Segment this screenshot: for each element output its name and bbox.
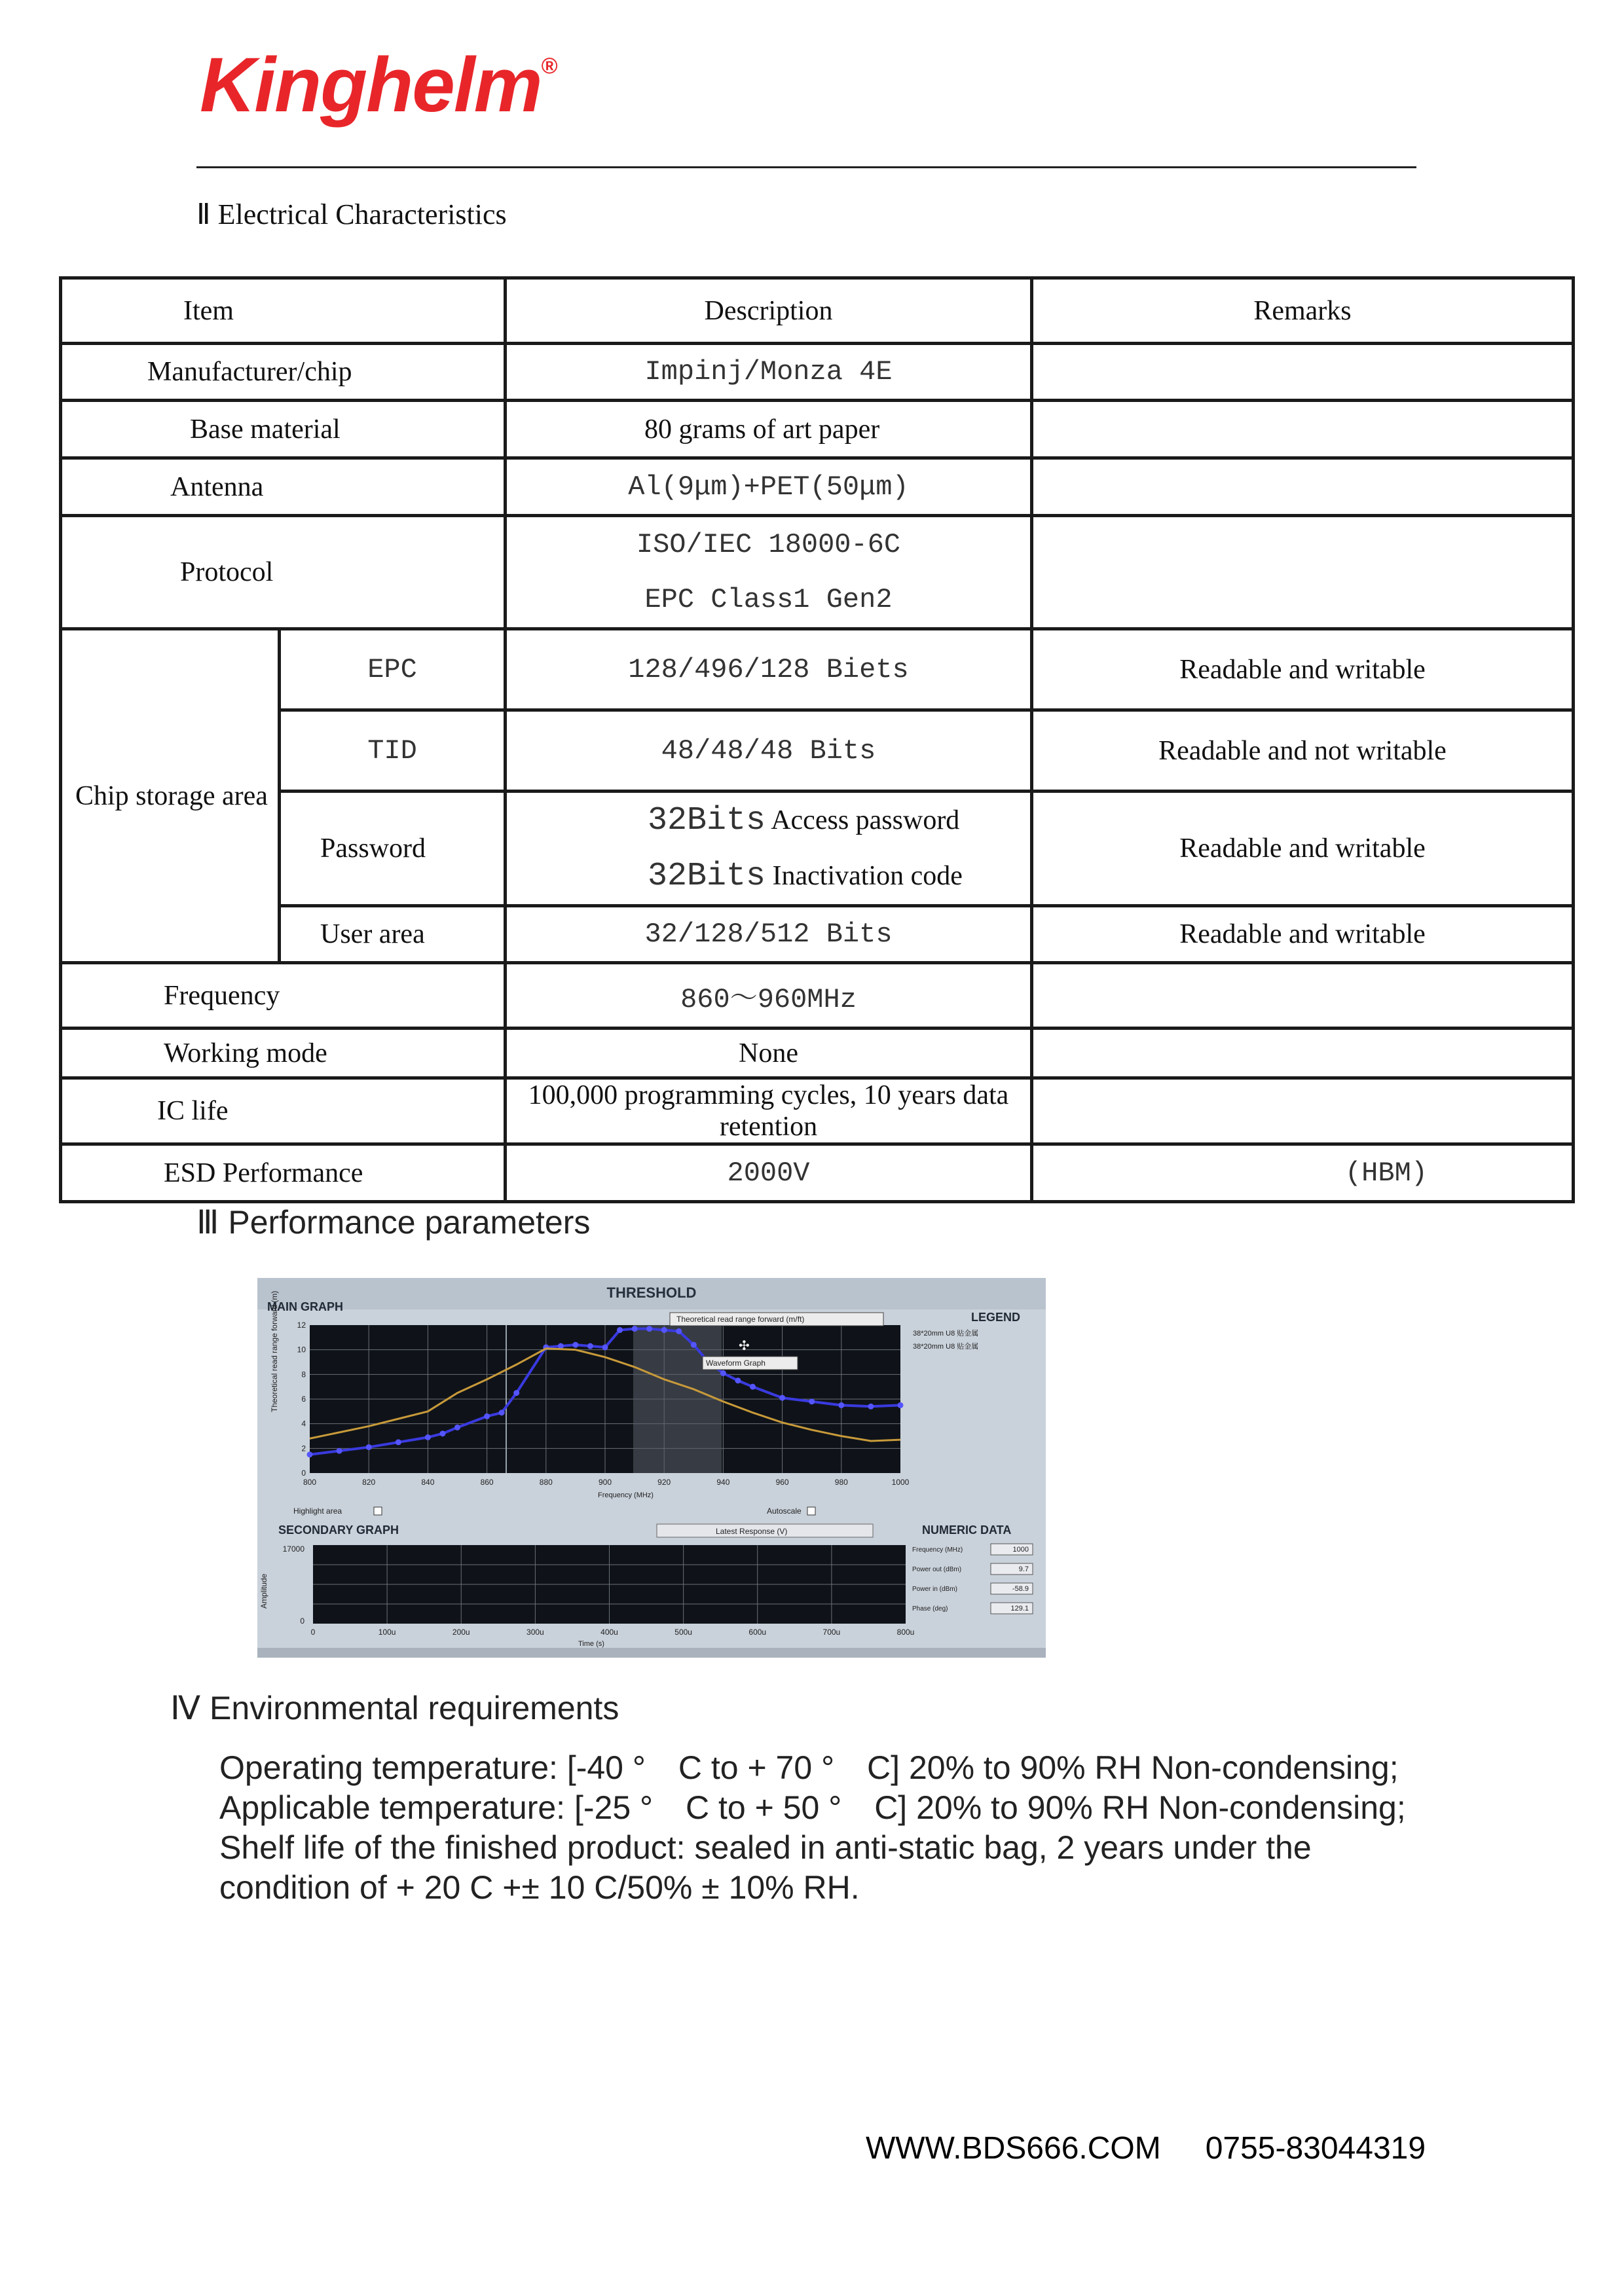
epc-value: 128/496/128 Biets [506, 629, 1032, 710]
manufacturer-value: Impinj/Monza 4E [506, 344, 1032, 401]
secondary-graph-label: SECONDARY GRAPH [278, 1523, 399, 1537]
sec-x-tick-label: 800u [896, 1628, 915, 1637]
numeric-field-label: Phase (deg) [912, 1605, 948, 1613]
tid-value: 48/48/48 Bits [506, 710, 1032, 792]
y-tick-label: 8 [301, 1370, 306, 1379]
data-point [396, 1439, 401, 1445]
protocol-line-1: ISO/IEC 18000-6C [636, 529, 901, 560]
y-tick-label: 2 [301, 1444, 306, 1453]
latest-response-label: Latest Response (V) [716, 1527, 788, 1536]
sec-x-tick-label: 100u [378, 1628, 396, 1637]
highlight-area-label: Highlight area [293, 1506, 342, 1516]
data-point [632, 1326, 638, 1332]
tid-label: TID [280, 710, 506, 792]
kinghelm-logo: Kinghelm® [200, 42, 557, 128]
operating-temperature: Operating temperature: [-40 ° C to + 70 ° C] 20% to 90% RH Non-condensing; [219, 1749, 1399, 1786]
threshold-title: THRESHOLD [606, 1285, 697, 1301]
sec-x-tick-label: 0 [310, 1628, 316, 1637]
antenna-remarks [1032, 458, 1574, 516]
working-mode-value: None [506, 1029, 1032, 1078]
table-row [61, 401, 1574, 458]
y-tick-label: 4 [301, 1419, 306, 1429]
performance-graph-screenshot [257, 1278, 1046, 1658]
numeric-data-label: NUMERIC DATA [922, 1523, 1012, 1537]
frequency-value: 860～960MHz [506, 963, 1032, 1029]
x-tick-label: 940 [716, 1478, 730, 1487]
x-tick-label: 980 [834, 1478, 848, 1487]
sec-x-tick-label: 700u [822, 1628, 841, 1637]
numeric-field-value: -58.9 [1012, 1585, 1029, 1593]
data-point [337, 1448, 342, 1454]
ic-life-label: IC life [61, 1078, 506, 1144]
numeric-field-label: Power out (dBm) [912, 1566, 962, 1573]
sec-x-tick-label: 300u [526, 1628, 544, 1637]
data-point [513, 1390, 519, 1396]
antenna-value: Al(9μm)+PET(50μm) [506, 458, 1032, 516]
x-tick-label: 800 [303, 1478, 317, 1487]
data-point [307, 1451, 313, 1457]
x-tick-label: 920 [657, 1478, 671, 1487]
x-tick-label: 880 [539, 1478, 553, 1487]
data-point [454, 1425, 460, 1430]
frequency-label: Frequency [61, 963, 506, 1029]
data-point [646, 1326, 652, 1332]
protocol-value [506, 516, 1032, 629]
sec-y-tick: 17000 [282, 1544, 304, 1554]
data-point [779, 1395, 785, 1401]
password-label: Password [280, 792, 506, 906]
ic-life-value: 100,000 programming cycles, 10 years data retention [506, 1078, 1032, 1144]
table-row [61, 963, 1574, 1029]
x-tick-label: 860 [480, 1478, 494, 1487]
base-material-value: 80 grams of art paper [506, 401, 1032, 458]
data-point [587, 1343, 593, 1349]
table-row [61, 710, 1574, 792]
chip-storage-label: Chip storage area [61, 629, 280, 963]
section-electrical-heading: Ⅱ Electrical Characteristics [196, 198, 507, 230]
autoscale-checkbox[interactable] [807, 1507, 815, 1515]
data-point [602, 1344, 608, 1350]
table-row [61, 1078, 1574, 1144]
highlight-area [633, 1325, 722, 1473]
environmental-requirements [219, 1748, 1464, 1908]
numeric-field-label: Power in (dBm) [912, 1586, 957, 1593]
data-point [720, 1370, 726, 1376]
section-environmental-heading: Ⅳ Environmental requirements [170, 1690, 619, 1726]
header-remarks: Remarks [1032, 278, 1574, 344]
numeric-field-value: 9.7 [1018, 1565, 1029, 1573]
data-point [425, 1434, 431, 1440]
sec-y-tick: 0 [300, 1616, 304, 1626]
data-point [838, 1402, 844, 1408]
data-point [499, 1410, 505, 1415]
table-row [61, 906, 1574, 963]
tid-remarks: Readable and not writable [1032, 710, 1574, 792]
main-graph-label: MAIN GRAPH [267, 1300, 343, 1313]
sec-y-axis-label: Amplitude [259, 1573, 268, 1609]
table-row [61, 1144, 1574, 1202]
x-tick-label: 820 [362, 1478, 376, 1487]
data-point [691, 1342, 697, 1348]
esd-remarks: (HBM) [1032, 1144, 1574, 1202]
sec-x-tick-label: 600u [748, 1628, 767, 1637]
numeric-field-label: Frequency (MHz) [912, 1546, 963, 1554]
legend-label: LEGEND [971, 1311, 1021, 1324]
sec-x-axis-label: Time (s) [578, 1640, 604, 1648]
ic-life-remarks [1032, 1078, 1574, 1144]
shelf-life-line-2: condition of + 20 C +± 10 C/50% ± 10% RH. [219, 1869, 860, 1906]
data-point [439, 1430, 445, 1436]
x-tick-label: 840 [421, 1478, 435, 1487]
section-performance-heading: Ⅲ Performance parameters [196, 1204, 591, 1241]
data-point [366, 1444, 372, 1450]
protocol-remarks [1032, 516, 1574, 629]
protocol-label: Protocol [61, 516, 506, 629]
footer [866, 2130, 1470, 2166]
y-tick-label: 10 [297, 1345, 306, 1355]
password-remarks: Readable and writable [1032, 792, 1574, 906]
data-point [676, 1328, 682, 1334]
base-material-label: Base material [61, 401, 506, 458]
table-row [61, 792, 1574, 906]
crosshair-icon: ✣ [739, 1339, 750, 1353]
y-axis-label: Theoretical read range forward (m) [270, 1290, 279, 1412]
user-area-value: 32/128/512 Bits [506, 906, 1032, 963]
table-row [61, 1029, 1574, 1078]
sec-x-tick-label: 400u [600, 1628, 618, 1637]
x-tick-label: 1000 [891, 1478, 910, 1487]
legend-item-1: 38*20mm U8 贴金属 [913, 1330, 979, 1338]
table-header-row [61, 278, 1574, 344]
numeric-field-value: 1000 [1012, 1546, 1029, 1554]
data-point [484, 1413, 490, 1419]
applicable-temperature: Applicable temperature: [-25 ° C to + 50 ° C] 20% to 90% RH Non-condensing; [219, 1789, 1406, 1826]
data-point [809, 1398, 815, 1404]
protocol-line-2: EPC Class1 Gen2 [644, 584, 893, 615]
table-row [61, 516, 1574, 629]
data-point [661, 1327, 667, 1333]
data-point [750, 1384, 756, 1390]
epc-label: EPC [280, 629, 506, 710]
x-tick-label: 900 [598, 1478, 612, 1487]
footer-phone: 0755-83044319 [1205, 2131, 1426, 2166]
sec-x-tick-label: 200u [452, 1628, 470, 1637]
x-axis-label: Frequency (MHz) [598, 1491, 654, 1499]
password-value: 32Bits Access password 32Bits Inactivation code [506, 792, 1032, 906]
manufacturer-label: Manufacturer/chip [61, 344, 506, 401]
sec-x-tick-label: 500u [674, 1628, 692, 1637]
header-rule [196, 166, 1416, 168]
working-mode-label: Working mode [61, 1029, 506, 1078]
waveform-text: Waveform Graph [706, 1358, 766, 1368]
y-tick-label: 12 [297, 1321, 306, 1330]
shelf-life-line-1: Shelf life of the finished product: sealed in anti-static bag, 2 years under the [219, 1829, 1312, 1866]
epc-remarks: Readable and writable [1032, 629, 1574, 710]
data-point [572, 1342, 578, 1348]
tooltip-text: Theoretical read range forward (m/ft) [676, 1315, 805, 1324]
table-row [61, 458, 1574, 516]
y-tick-label: 0 [301, 1468, 306, 1478]
legend-item-2: 38*20mm U8 贴金属 [913, 1343, 979, 1351]
user-area-remarks: Readable and writable [1032, 906, 1574, 963]
footer-website[interactable]: WWW.BDS666.COM [866, 2131, 1161, 2166]
y-tick-label: 6 [301, 1394, 306, 1404]
working-mode-remarks [1032, 1029, 1574, 1078]
autoscale-label: Autoscale [767, 1506, 802, 1516]
antenna-label: Antenna [61, 458, 506, 516]
header-item: Item [61, 278, 506, 344]
electrical-characteristics-table [59, 276, 1575, 1203]
base-material-remarks [1032, 401, 1574, 458]
highlight-checkbox[interactable] [374, 1507, 382, 1515]
header-description: Description [506, 278, 1032, 344]
data-point [868, 1404, 874, 1410]
frequency-remarks [1032, 963, 1574, 1029]
data-point [617, 1327, 623, 1333]
table-row [61, 344, 1574, 401]
manufacturer-remarks [1032, 344, 1574, 401]
esd-value: 2000V [506, 1144, 1032, 1202]
table-row [61, 629, 1574, 710]
esd-label: ESD Performance [61, 1144, 506, 1202]
data-point [735, 1377, 741, 1383]
data-point [898, 1402, 904, 1408]
user-area-label: User area [280, 906, 506, 963]
numeric-field-value: 129.1 [1010, 1605, 1029, 1613]
x-tick-label: 960 [775, 1478, 789, 1487]
